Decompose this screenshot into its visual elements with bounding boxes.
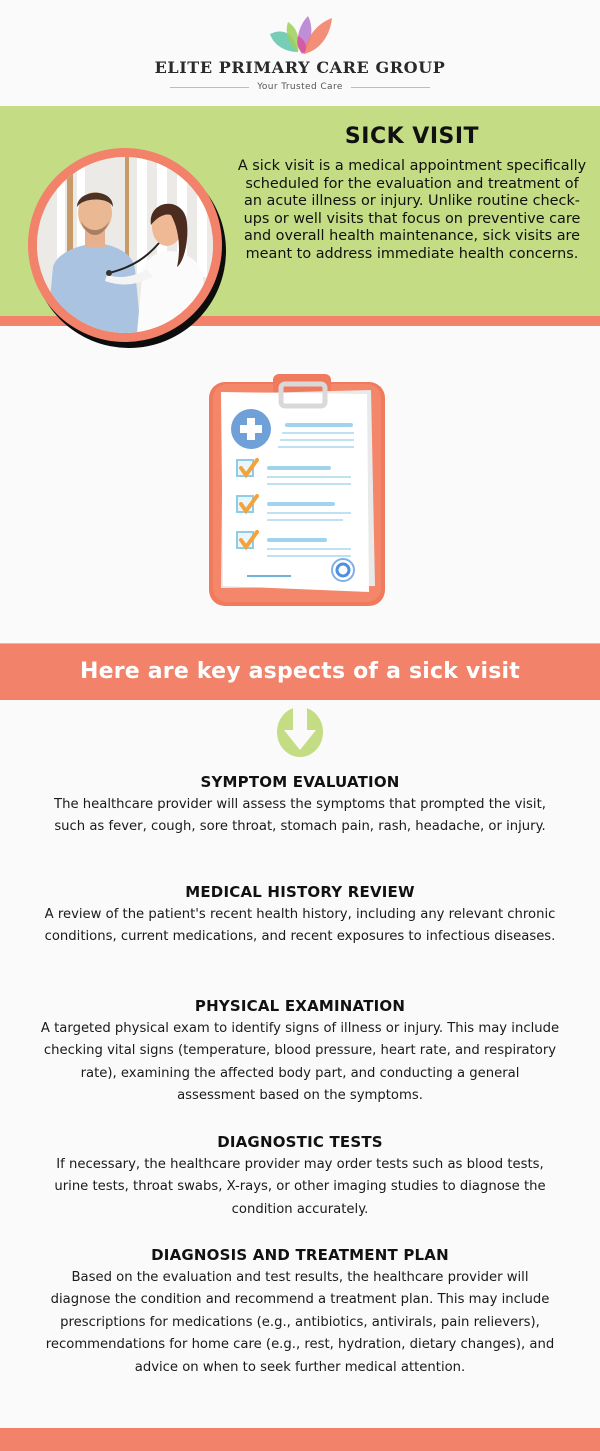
- lotus-leaves-icon: [268, 14, 334, 56]
- section-title: MEDICAL HISTORY REVIEW: [185, 883, 415, 901]
- brand-name: ELITE PRIMARY CARE GROUP: [154, 58, 446, 77]
- section-title: PHYSICAL EXAMINATION: [194, 997, 406, 1015]
- section-diagnosis-treatment-plan: [40, 1245, 560, 1379]
- checkbox-icon: [237, 460, 257, 476]
- section-body: If necessary, the healthcare provider may order tests such as blood tests, urine tests, throat swabs, X-rays, or other imaging studies to diagnose the condition accurately.: [54, 1157, 546, 1217]
- banner-heading: Here are key aspects of a sick visit: [80, 659, 520, 684]
- section-title: SYMPTOM EVALUATION: [200, 773, 400, 791]
- hero-description: A sick visit is a medical appointment specifically scheduled for the evaluation and treatment of an acute illness or injury. Unlike routine check-ups or well visits that focus on preventive care and overall health maintenance, sick visits are meant to address immediate health concerns.: [237, 158, 587, 262]
- arrow-down-circle-icon: [274, 706, 326, 758]
- tagline-row: [170, 80, 430, 94]
- seal-icon: [332, 559, 354, 581]
- section-medical-history-review: [40, 882, 560, 949]
- checkbox-icon: [237, 496, 257, 512]
- divider: [351, 87, 430, 88]
- section-body: A review of the patient's recent health history, including any relevant chronic conditions, current medications, and recent exposures to infectious diseases.: [44, 907, 556, 945]
- doctor-examining-patient-illustration: [37, 157, 213, 333]
- footer-band: [0, 1428, 600, 1451]
- section-symptom-evaluation: [40, 772, 560, 839]
- clipboard-checklist-icon: [207, 372, 387, 608]
- hero-photo: [28, 148, 228, 350]
- section-diagnostic-tests: [40, 1132, 560, 1221]
- section-title: DIAGNOSIS AND TREATMENT PLAN: [151, 1246, 449, 1264]
- tagline: Your Trusted Care: [257, 82, 343, 92]
- section-title: DIAGNOSTIC TESTS: [217, 1133, 383, 1151]
- key-aspects-banner: [0, 643, 600, 700]
- doctor-patient-photo: [37, 157, 213, 333]
- page-title: SICK VISIT: [344, 124, 480, 149]
- section-body: Based on the evaluation and test results, the healthcare provider will diagnose the condition and recommend a treatment plan. This may include prescriptions for medications (e.g., antibiotics, antivirals, pain relievers), recommendations for home care (e.g., rest, hydration, dietary changes), and advice on when to seek further medical attention.: [45, 1270, 555, 1375]
- section-physical-examination: [40, 996, 560, 1108]
- section-body: A targeted physical exam to identify signs of illness or injury. This may include checking vital signs (temperature, blood pressure, heart rate, and respiratory rate), examining the affected body part, and conducting a general assessment based on the symptoms.: [40, 1021, 560, 1104]
- divider: [170, 87, 249, 88]
- section-body: The healthcare provider will assess the symptoms that prompted the visit, such as fever, cough, sore throat, stomach pain, rash, headache, or injury.: [54, 797, 546, 835]
- header: [0, 0, 600, 106]
- checkbox-icon: [237, 532, 257, 548]
